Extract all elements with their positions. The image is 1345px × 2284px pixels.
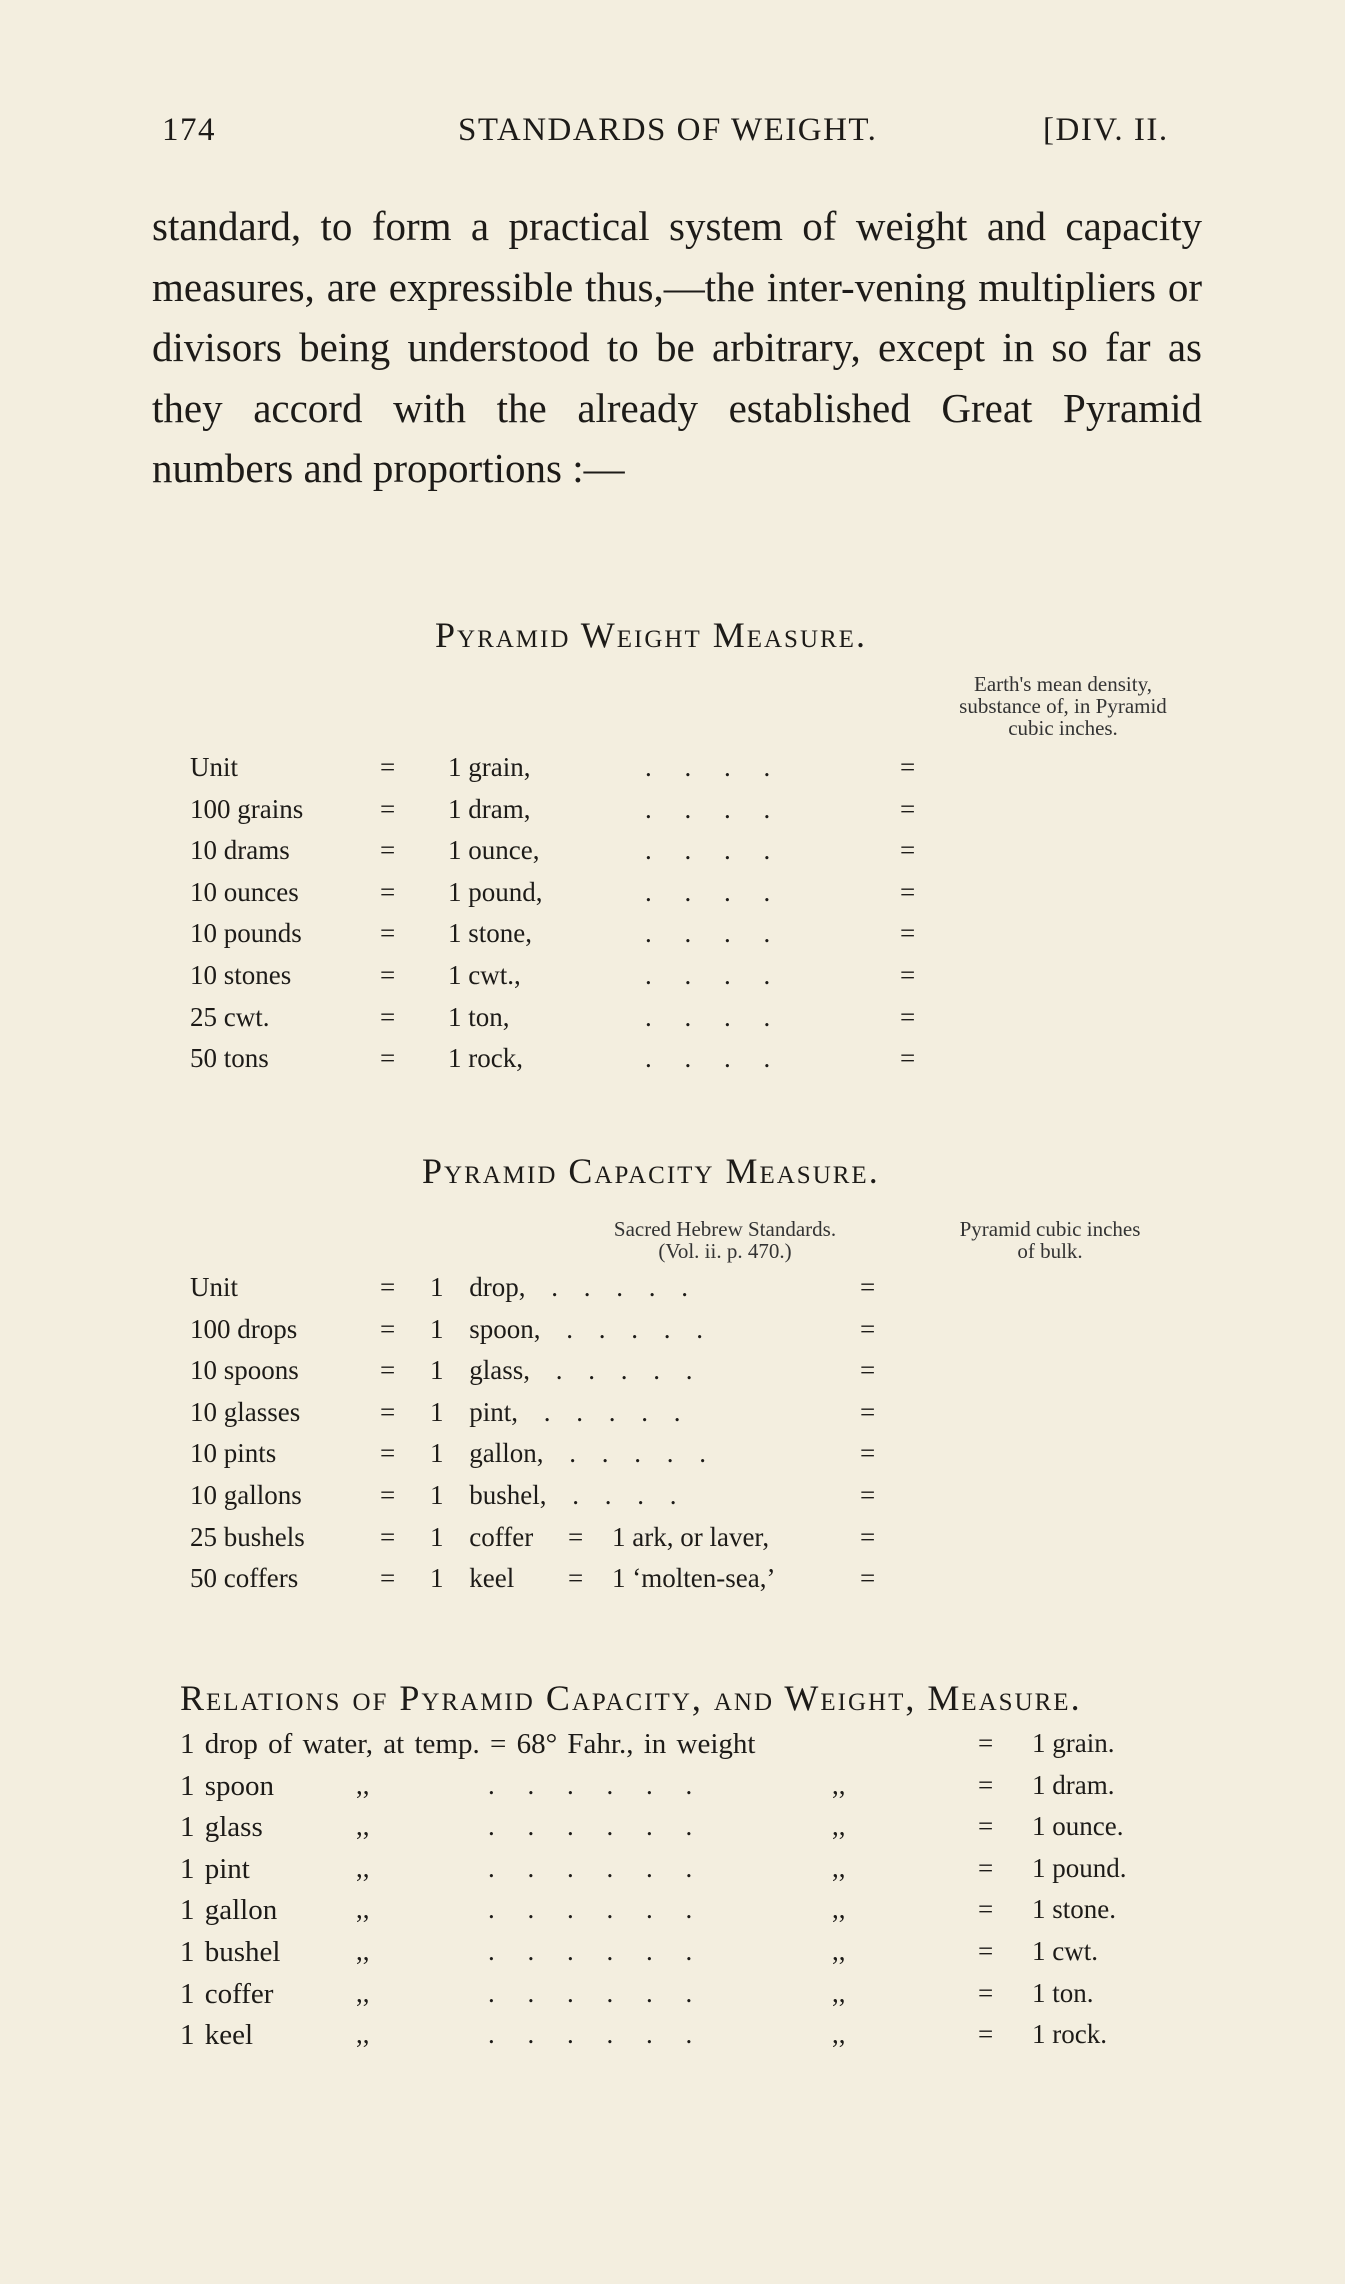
equals-sign: = bbox=[380, 793, 396, 824]
capacity-lhs: 10 gallons bbox=[190, 1480, 302, 1510]
ditto-mark: ,, bbox=[832, 1769, 846, 1800]
relations-lhs: 1 pint bbox=[180, 1852, 250, 1885]
leader-dots: . . . . bbox=[645, 1043, 771, 1074]
equals-sign: = bbox=[900, 752, 916, 782]
ditto-mark: ,, bbox=[832, 2019, 846, 2050]
equals-sign: = bbox=[860, 1313, 876, 1344]
relations-value: 1 ton. bbox=[1032, 1977, 1094, 2008]
leader-dots: . . . . . . bbox=[488, 1977, 693, 2008]
equals-sign: = bbox=[978, 1936, 994, 1966]
relations-lhs: 1 coffer bbox=[180, 1977, 274, 2010]
leader-dots: . . . . bbox=[645, 793, 771, 824]
relations-value: 1 pound. bbox=[1032, 1852, 1127, 1883]
leader-dots: . . . . . . bbox=[488, 1769, 693, 1800]
ditto-mark: ,, bbox=[832, 1811, 846, 1842]
leader-dots: . . . . bbox=[645, 835, 771, 866]
capacity-unit: 1 gallon, . . . . . bbox=[430, 1438, 706, 1469]
leader-dots: . . . . bbox=[645, 1001, 771, 1032]
weight-unit: 1 rock, bbox=[448, 1043, 523, 1074]
relations-lhs: 1 keel bbox=[180, 2019, 254, 2052]
equals-sign: = bbox=[978, 1977, 994, 2008]
leader-dots: . . . . . . bbox=[488, 1936, 693, 1966]
pyramid-note-line: of bulk. bbox=[1017, 1239, 1083, 1263]
leader-dots: . . . . bbox=[645, 960, 771, 990]
relations-value: 1 grain. bbox=[1032, 1728, 1115, 1758]
leader-dots: . . . . bbox=[645, 752, 771, 782]
capacity-lhs: 50 coffers bbox=[190, 1563, 299, 1594]
equals-sign: = bbox=[860, 1272, 876, 1302]
ditto-mark: ,, bbox=[356, 1977, 370, 2008]
capacity-lhs: 25 bushels bbox=[190, 1521, 305, 1552]
weight-unit: 1 ounce, bbox=[448, 835, 540, 866]
weight-table-title: Pyramid Weight Measure. bbox=[435, 615, 867, 655]
equals-sign: = bbox=[380, 1521, 396, 1552]
relations-lhs: 1 spoon bbox=[180, 1769, 275, 1802]
equals-sign: = bbox=[380, 1355, 396, 1386]
weight-lhs: 10 ounces bbox=[190, 876, 299, 907]
relations-lhs: 1 glass bbox=[180, 1811, 263, 1844]
weight-lhs: 10 drams bbox=[190, 835, 290, 866]
weight-note-line: Earth's mean density, bbox=[974, 672, 1152, 696]
capacity-unit: 1 glass, . . . . . bbox=[430, 1355, 693, 1386]
weight-lhs: 25 cwt. bbox=[190, 1001, 270, 1032]
capacity-unit: 1 coffer bbox=[430, 1521, 534, 1552]
ditto-mark: ,, bbox=[356, 1811, 370, 1842]
page-number: 174 bbox=[162, 112, 216, 148]
intro-paragraph: standard, to form a practical system of weight and capacity measures, are expressible thus,—the inter-vening multipliers or divisors being understood to be arbitrary, except in so far as they accord with the already established Great Pyramid numbers and proportions :— bbox=[152, 203, 1202, 492]
equals-sign: = bbox=[900, 918, 916, 949]
equals-sign: = bbox=[380, 1480, 396, 1510]
capacity-unit: 1 drop, . . . . . bbox=[430, 1272, 688, 1302]
equals-sign: = bbox=[860, 1438, 876, 1469]
weight-lhs: 100 grains bbox=[190, 793, 304, 824]
equals-sign: = bbox=[900, 1043, 916, 1074]
equals-sign: = bbox=[380, 960, 396, 990]
leader-dots: . . . . . . bbox=[488, 2019, 693, 2050]
capacity-lhs: 10 glasses bbox=[190, 1396, 301, 1427]
weight-note-line: substance of, in Pyramid bbox=[959, 694, 1167, 718]
equals-sign: = bbox=[380, 876, 396, 907]
capacity-unit: 1 spoon, . . . . . bbox=[430, 1313, 704, 1344]
leader-dots: . . . . . . bbox=[488, 1811, 693, 1842]
equals-sign: = bbox=[380, 1043, 396, 1074]
capacity-lhs: Unit bbox=[190, 1272, 239, 1302]
relations-value: 1 stone. bbox=[1032, 1894, 1116, 1925]
equals-sign: = bbox=[380, 918, 396, 949]
equals-sign: = bbox=[380, 1438, 396, 1469]
weight-unit: 1 stone, bbox=[448, 918, 532, 949]
capacity-unit: 1 bushel, . . . . bbox=[430, 1480, 677, 1510]
relations-value: 1 cwt. bbox=[1032, 1936, 1098, 1966]
equals-sign: = bbox=[900, 876, 916, 907]
leader-dots: . . . . . . bbox=[488, 1894, 693, 1925]
running-title: STANDARDS OF WEIGHT. bbox=[458, 112, 878, 148]
equals-sign: = bbox=[860, 1563, 876, 1594]
ditto-mark: ,, bbox=[356, 1894, 370, 1925]
relations-value: 1 rock. bbox=[1032, 2019, 1107, 2050]
relations-lhs: 1 gallon bbox=[180, 1894, 278, 1927]
equals-sign: = bbox=[860, 1396, 876, 1427]
equals-sign: = bbox=[860, 1480, 876, 1510]
equals-sign: = bbox=[978, 1894, 994, 1925]
equals-sign: = bbox=[978, 1728, 994, 1758]
equals-sign: = bbox=[568, 1521, 584, 1552]
ditto-mark: ,, bbox=[832, 1894, 846, 1925]
weight-unit: 1 grain, bbox=[448, 752, 531, 782]
equals-sign: = bbox=[380, 1563, 396, 1594]
capacity-table-title: Pyramid Capacity Measure. bbox=[422, 1151, 880, 1191]
weight-unit: 1 cwt., bbox=[448, 960, 521, 990]
weight-lhs: 50 tons bbox=[190, 1043, 269, 1074]
equals-sign: = bbox=[900, 835, 916, 866]
relations-table-title: Relations of Pyramid Capacity, and Weight, Measure. bbox=[180, 1678, 1082, 1718]
weight-lhs: 10 stones bbox=[190, 960, 292, 990]
leader-dots: . . . . . . bbox=[488, 1852, 693, 1883]
equals-sign: = bbox=[380, 1396, 396, 1427]
equals-sign: = bbox=[978, 1852, 994, 1883]
capacity-unit: 1 pint, . . . . . bbox=[430, 1396, 681, 1427]
weight-note-line: cubic inches. bbox=[1008, 716, 1118, 740]
capacity-lhs: 10 spoons bbox=[190, 1355, 299, 1386]
equals-sign: = bbox=[900, 793, 916, 824]
equals-sign: = bbox=[900, 960, 916, 990]
equals-sign: = bbox=[978, 2019, 994, 2050]
weight-unit: 1 dram, bbox=[448, 793, 531, 824]
hebrew-standard: 1 ‘molten-sea,’ bbox=[612, 1563, 776, 1594]
hebrew-note-line: (Vol. ii. p. 470.) bbox=[658, 1239, 792, 1263]
weight-column-note bbox=[918, 673, 1208, 739]
equals-sign: = bbox=[380, 752, 396, 782]
leader-dots: . . . . bbox=[645, 876, 771, 907]
weight-lhs: 10 pounds bbox=[190, 918, 302, 949]
equals-sign: = bbox=[900, 1001, 916, 1032]
pyramid-cubic-note bbox=[880, 1218, 1220, 1262]
equals-sign: = bbox=[860, 1355, 876, 1386]
capacity-lhs: 100 drops bbox=[190, 1313, 298, 1344]
hebrew-standards-note bbox=[560, 1218, 890, 1262]
pyramid-note-line: Pyramid cubic inches bbox=[959, 1217, 1141, 1241]
ditto-mark: ,, bbox=[832, 1936, 846, 1966]
ditto-mark: ,, bbox=[356, 2019, 370, 2050]
relations-value: 1 ounce. bbox=[1032, 1811, 1124, 1842]
ditto-mark: ,, bbox=[356, 1852, 370, 1883]
equals-sign: = bbox=[978, 1811, 994, 1842]
relations-lhs: 1 drop of water, at temp. = 68° Fahr., in weight bbox=[180, 1728, 756, 1760]
ditto-mark: ,, bbox=[832, 1852, 846, 1883]
division-label: [DIV. II. bbox=[1043, 112, 1169, 148]
equals-sign: = bbox=[380, 1313, 396, 1344]
hebrew-standard: 1 ark, or laver, bbox=[612, 1521, 770, 1552]
equals-sign: = bbox=[380, 835, 396, 866]
ditto-mark: ,, bbox=[832, 1977, 846, 2008]
ditto-mark: ,, bbox=[356, 1936, 370, 1966]
weight-unit: 1 ton, bbox=[448, 1001, 510, 1032]
capacity-lhs: 10 pints bbox=[190, 1438, 277, 1469]
relations-value: 1 dram. bbox=[1032, 1769, 1115, 1800]
ditto-mark: ,, bbox=[356, 1769, 370, 1800]
capacity-unit: 1 keel bbox=[430, 1563, 515, 1594]
equals-sign: = bbox=[978, 1769, 994, 1800]
hebrew-note-line: Sacred Hebrew Standards. bbox=[613, 1217, 837, 1241]
weight-unit: 1 pound, bbox=[448, 876, 543, 907]
equals-sign: = bbox=[860, 1521, 876, 1552]
equals-sign: = bbox=[380, 1272, 396, 1302]
equals-sign: = bbox=[568, 1563, 584, 1594]
leader-dots: . . . . bbox=[645, 918, 771, 949]
equals-sign: = bbox=[380, 1001, 396, 1032]
relations-lhs: 1 bushel bbox=[180, 1936, 281, 1968]
weight-lhs: Unit bbox=[190, 752, 239, 782]
